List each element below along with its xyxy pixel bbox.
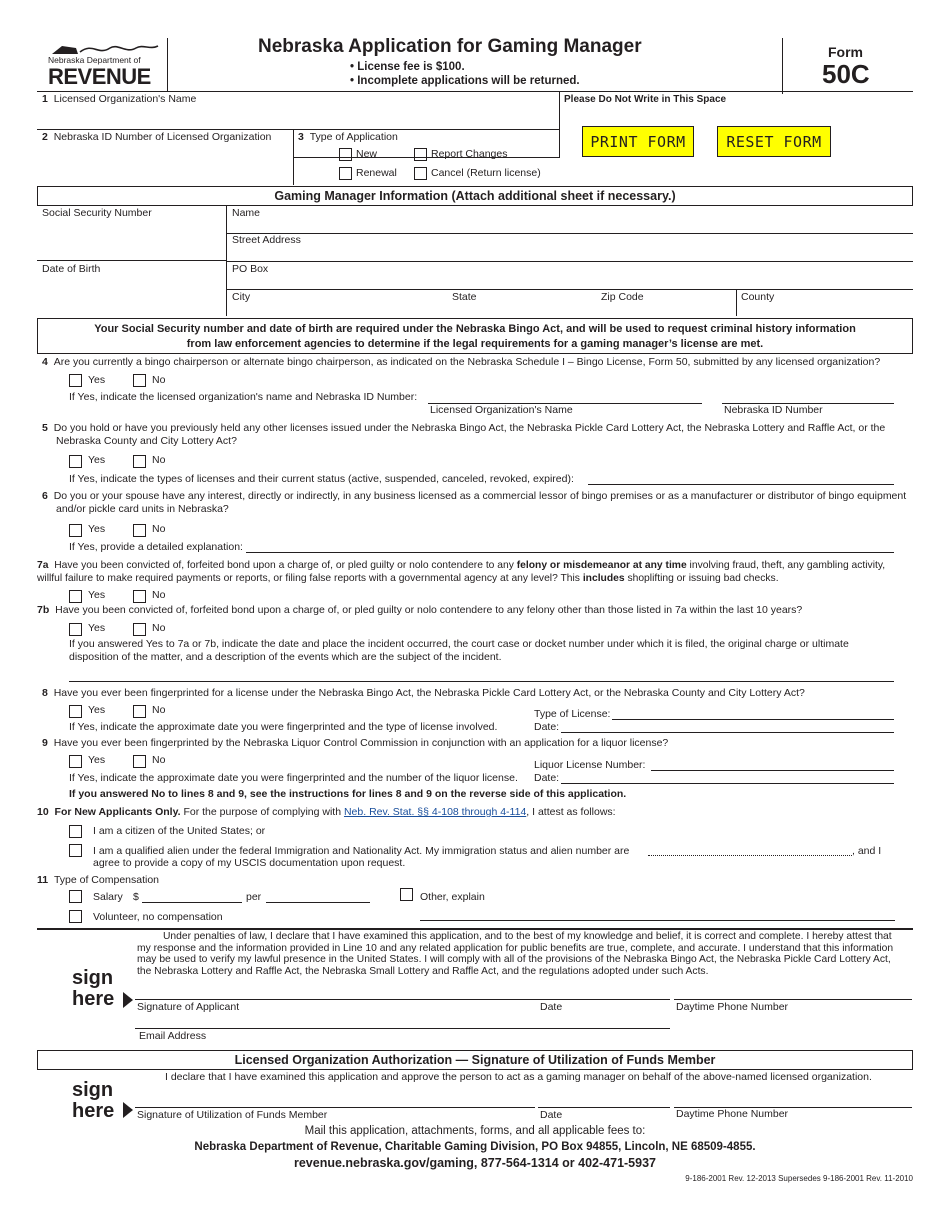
do-not-write-label: Please Do Not Write in This Space (564, 94, 727, 105)
q9-ifyes: If Yes, indicate the approximate date you were fingerprinted and the number of the liquor license. (69, 772, 518, 784)
q5-yes-label: Yes (88, 454, 106, 466)
q4-yes-checkbox[interactable] (69, 374, 82, 387)
q7a-mid: involving fraud, theft, any gambling activity, willful failure to make required payments or reports, or filing false reports with a governmental agency at any level? This (37, 560, 886, 584)
q4-ifyes: If Yes, indicate the licensed organization's name and Nebraska ID Number: (69, 391, 418, 403)
bullet-incomplete-text: Incomplete applications will be returned. (357, 75, 580, 87)
q11-per-input[interactable] (266, 902, 370, 903)
q7a-yes-label: Yes (88, 589, 106, 601)
q7b-yes-label: Yes (88, 622, 106, 634)
dept-big: REVENUE (48, 64, 151, 89)
q9-number: 9 (42, 737, 48, 749)
q7b-yes-checkbox[interactable] (69, 623, 82, 636)
q11-volunteer-checkbox[interactable] (69, 910, 82, 923)
q4-no-checkbox[interactable] (133, 374, 146, 387)
q7a-yes-checkbox[interactable] (69, 590, 82, 603)
q11-other-label: Other, explain (420, 891, 485, 903)
sign-here-2 (72, 1080, 114, 1122)
q10-body: For the purpose of complying with (180, 806, 344, 818)
q4-text (42, 356, 912, 369)
field2-text: Nebraska ID Number of Licensed Organization (53, 131, 272, 143)
ssn-input[interactable] (40, 220, 222, 258)
bullet-incomplete: • Incomplete applications will be returned. (350, 75, 580, 87)
declaration-text: Under penalties of law, I declare that I have examined this application, and to the best of my knowledge and belief, it is correct and complete. I hereby attest that my response and the information provided in Line 10 and any related application for public benefits are true, complete, and accurate. I understand that this information may be used to verify my lawful presence in the United States. I will comply with all of the provisions of the Nebraska Bingo Act, the Nebraska Pickle Card Lottery Act, the Nebraska Lottery and Raffle Act, the Nebraska Small Lottery and Raffle Act, and the regulations adopted under such Acts. (137, 931, 894, 977)
q8-date-label: Date: (534, 721, 560, 733)
q6-text (42, 490, 912, 516)
q5-no-label: No (152, 454, 166, 466)
q7b-number: 7b (37, 604, 50, 616)
q8-ifyes: If Yes, indicate the approximate date you were fingerprinted and the type of license involved. (69, 721, 498, 733)
state-label: State (452, 291, 477, 303)
q7b-no-label: No (152, 622, 166, 634)
q10-number: 10 (37, 806, 49, 818)
q6-explanation-input[interactable] (246, 552, 894, 553)
q5-ifyes: If Yes, indicate the types of licenses and their current status (active, suspended, canceled, revoked, expired): (69, 473, 574, 485)
q6-no-checkbox[interactable] (133, 524, 146, 537)
q7a-no-label: No (152, 589, 166, 601)
dob-label: Date of Birth (42, 263, 101, 275)
q11-dollar-sign: $ (133, 891, 139, 903)
q5-licenses-input[interactable] (588, 484, 894, 485)
sign-arrow-1-icon (123, 992, 133, 1008)
q10-alien-checkbox[interactable] (69, 844, 82, 857)
q7a-post: shoplifting or issuing bad checks. (624, 573, 779, 584)
ssn-notice: Your Social Security number and date of birth are required under the Nebraska Bingo Act, and will be used to request criminal history information from law enforcement agencies to determine if the legal requirements for a gaming manager’s license are met. (37, 318, 913, 354)
applicant-date-input[interactable] (538, 999, 670, 1000)
applicant-date-label: Date (540, 1001, 563, 1013)
q9-yes-checkbox[interactable] (69, 755, 82, 768)
q8-type-label: Type of License: (534, 708, 611, 720)
street-label: Street Address (232, 234, 301, 246)
footer-revision: 9-186-2001 Rev. 12-2013 Supersedes 9-186-2001 Rev. 11-2010 (685, 1174, 913, 1183)
q4-id-sublabel: Nebraska ID Number (724, 404, 823, 416)
cancel-label: Cancel (Return license) (431, 167, 541, 179)
q6-question: Do you or your spouse have any interest, directly or indirectly, in any business licensed as a commercial lessor of bingo premises or as a manufacturer or distributor of bingo equipment and/or pickle card units in Nebraska? (53, 490, 907, 515)
footer-mail: Mail this application, attachments, forms, and all applicable fees to: (304, 1125, 646, 1137)
ufm-date-label: Date (540, 1109, 563, 1121)
manager-section-header: Gaming Manager Information (Attach additional sheet if necessary.) (37, 186, 913, 206)
pobox-input[interactable] (230, 275, 910, 289)
nebraska-id-input[interactable] (40, 144, 290, 158)
q9-liquor-label: Liquor License Number: (534, 759, 646, 771)
report-changes-label: Report Changes (431, 148, 508, 160)
q8-yes-checkbox[interactable] (69, 705, 82, 718)
q7b-question: Have you been convicted of, forfeited bond upon a charge of, or pled guilty or nolo contendere to any felony other than those listed in 7a within the last 10 years? (55, 604, 803, 616)
q10-alien-number-input[interactable] (648, 855, 852, 856)
q11-other-checkbox[interactable] (400, 888, 413, 901)
here-word-2: here (72, 1100, 115, 1122)
q8-number: 8 (42, 687, 48, 699)
field1-label (42, 93, 196, 105)
q7a-no-checkbox[interactable] (133, 590, 146, 603)
q8-date-input[interactable] (561, 732, 894, 733)
bullet-fee: • License fee is $100. (350, 61, 465, 73)
cancel-checkbox[interactable] (414, 167, 427, 180)
q9-date-input[interactable] (561, 783, 894, 784)
q5-number: 5 (42, 422, 48, 434)
q4-org-sublabel: Licensed Organization's Name (430, 404, 573, 416)
q7a-text (37, 559, 907, 585)
q7b-no-checkbox[interactable] (133, 623, 146, 636)
form-label: Form (828, 44, 863, 60)
logo (46, 40, 166, 92)
q8-type-input[interactable] (612, 719, 894, 720)
q6-yes-checkbox[interactable] (69, 524, 82, 537)
q9-no-label: No (152, 754, 166, 766)
q8-yes-label: Yes (88, 704, 106, 716)
q5-text (42, 422, 912, 448)
sign-arrow-2-icon (123, 1102, 133, 1118)
field1-text: Licensed Organization's Name (53, 93, 197, 105)
licensed-org-name-input[interactable] (40, 106, 558, 128)
q7b-explanation-input[interactable] (69, 681, 894, 682)
q6-no-label: No (152, 523, 166, 535)
applicant-phone-label: Daytime Phone Number (676, 1001, 789, 1013)
applicant-signature-label: Signature of Applicant (137, 1001, 240, 1013)
county-label: County (741, 291, 775, 303)
q10-citizen-checkbox[interactable] (69, 825, 82, 838)
city-input[interactable] (230, 303, 445, 316)
q11-volunteer-label: Volunteer, no compensation (93, 911, 223, 923)
q5-no-checkbox[interactable] (133, 455, 146, 468)
field2-label (42, 131, 271, 143)
q4-number: 4 (42, 356, 48, 368)
q10-alien-agree: agree to provide a copy of my USCIS documentation upon request. (93, 857, 406, 869)
q7a-bold2: includes (582, 573, 625, 584)
q11-other-explain-input[interactable] (420, 920, 895, 921)
q11-question: Type of Compensation (53, 874, 160, 886)
reset-form-button[interactable]: RESET FORM (717, 126, 831, 157)
sign-word-2: sign (72, 1079, 114, 1101)
renewal-label: Renewal (356, 167, 397, 179)
ufm-date-input[interactable] (538, 1107, 670, 1108)
q9-note: If you answered No to lines 8 and 9, see the instructions for lines 8 and 9 on the reverse side of this application. (69, 788, 627, 800)
print-form-button[interactable]: PRINT FORM (582, 126, 694, 157)
q8-question: Have you ever been fingerprinted for a license under the Nebraska Bingo Act, the Nebraska Pickle Card Lottery Act, or the Nebraska County and City Lottery Act? (53, 687, 805, 699)
neb-statute-link[interactable]: Neb. Rev. Stat. §§ 4-108 through 4-114 (343, 806, 527, 818)
dept-small: Nebraska Department of (48, 55, 141, 65)
renewal-checkbox[interactable] (339, 167, 352, 180)
email-input[interactable] (135, 1028, 670, 1029)
ssn-label: Social Security Number (42, 207, 152, 219)
q9-date-label: Date: (534, 772, 560, 784)
q10-citizen-label: I am a citizen of the United States; or (93, 825, 266, 837)
pobox-label: PO Box (232, 263, 269, 275)
ufm-signature-label: Signature of Utilization of Funds Member (137, 1109, 328, 1121)
form-number: 50C (822, 59, 870, 89)
q11-salary-input[interactable] (142, 902, 242, 903)
new-checkbox[interactable] (339, 148, 352, 161)
q7a-pre: Have you been convicted of, forfeited bond upon a charge of, or pled guilty or nolo contendere to any (54, 560, 517, 571)
q11-per-label: per (246, 891, 262, 903)
q10-alien-and: , and I (852, 845, 882, 857)
auth-text: I declare that I have examined this application and approve the person to act as a gaming manager on behalf of the above-named licensed organization. (165, 1071, 872, 1083)
q4-question: Are you currently a bingo chairperson or alternate bingo chairperson, as indicated on the Nebraska Schedule I – Bingo License, Form 50, submitted by any licensed organization? (53, 356, 881, 368)
field2-number: 2 (42, 131, 48, 143)
q9-yes-label: Yes (88, 754, 106, 766)
q8-no-checkbox[interactable] (133, 705, 146, 718)
page-title: Nebraska Application for Gaming Manager (258, 36, 642, 57)
q11-salary-label: Salary (93, 891, 123, 903)
here-word-1: here (72, 988, 115, 1010)
q7a-bold: felony or misdemeanor at any time (516, 560, 687, 571)
q4-no-label: No (152, 374, 166, 386)
county-input[interactable] (739, 303, 909, 316)
field3-label (298, 131, 398, 143)
q11-salary-checkbox[interactable] (69, 890, 82, 903)
q10-body2: , I attest as follows: (526, 806, 616, 818)
q7a-number: 7a (37, 560, 49, 571)
ufm-signature-input[interactable] (135, 1107, 535, 1108)
new-label: New (356, 148, 378, 160)
q9-no-checkbox[interactable] (133, 755, 146, 768)
q10-bold: For New Applicants Only. (54, 806, 181, 818)
q10-text (37, 806, 907, 819)
field1-number: 1 (42, 93, 48, 105)
field3-text: Type of Application (309, 131, 398, 143)
report-changes-checkbox[interactable] (414, 148, 427, 161)
ufm-phone-label: Daytime Phone Number (676, 1108, 789, 1120)
q5-yes-checkbox[interactable] (69, 455, 82, 468)
dob-input[interactable] (40, 276, 222, 312)
q8-no-label: No (152, 704, 166, 716)
city-label: City (232, 291, 251, 303)
zip-label: Zip Code (601, 291, 644, 303)
q10-alien-label: I am a qualified alien under the federal Immigration and Nationality Act. My immigration status and alien number are (93, 845, 630, 857)
field3-number: 3 (298, 131, 304, 143)
footer-address: Nebraska Department of Revenue, Charitable Gaming Division, PO Box 94855, Lincoln, NE 68509-4855. (194, 1141, 756, 1153)
auth-section-header: Licensed Organization Authorization — Signature of Utilization of Funds Member (37, 1050, 913, 1070)
applicant-phone-input[interactable] (674, 999, 912, 1000)
name-label: Name (232, 207, 261, 219)
footer-web: revenue.nebraska.gov/gaming, 877-564-1314 or 402-471-5937 (293, 1156, 656, 1170)
q6-ifyes: If Yes, provide a detailed explanation: (69, 541, 243, 553)
q11-text (37, 874, 159, 886)
q9-text (42, 737, 912, 750)
name-input[interactable] (230, 219, 910, 233)
email-label: Email Address (139, 1030, 207, 1042)
q6-number: 6 (42, 490, 48, 502)
bullet-fee-text: License fee is $100. (357, 61, 465, 73)
zip-input[interactable] (599, 303, 729, 316)
q4-yes-label: Yes (88, 374, 106, 386)
q6-yes-label: Yes (88, 523, 106, 535)
street-input[interactable] (230, 246, 910, 260)
q9-liquor-input[interactable] (651, 770, 894, 771)
sign-here-1 (72, 968, 114, 1010)
q7b-text (37, 604, 907, 617)
q8-text (42, 687, 912, 700)
state-input[interactable] (450, 303, 590, 316)
q9-question: Have you ever been fingerprinted by the Nebraska Liquor Control Commission in conjunction with an application for a liquor license? (53, 737, 669, 749)
sign-word-1: sign (72, 967, 114, 989)
q11-number: 11 (37, 874, 49, 886)
q5-question: Do you hold or have you previously held any other licenses issued under the Nebraska Bingo Act, the Nebraska Pickle Card Lottery Act, the Nebraska Lottery and Raffle Act, or the Nebraska County and City Lottery Act? (53, 422, 886, 447)
q7b-ifyes: If you answered Yes to 7a or 7b, indicate the date and place the incident occurred, the court case or docket number under which it is filed, the original charge or ultimate disposition of the matter, and a description of the events which are the subject of the incident. (69, 638, 849, 663)
